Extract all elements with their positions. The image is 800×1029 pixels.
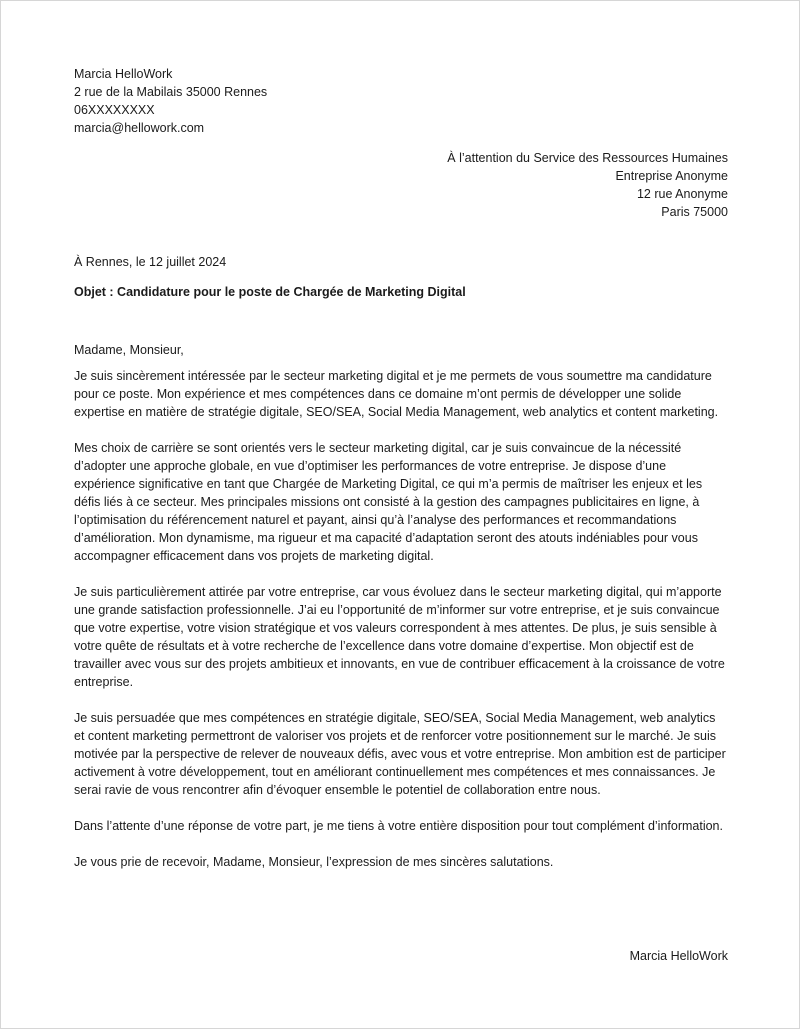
recipient-attention: À l’attention du Service des Ressources Humaines [447, 151, 728, 165]
paragraph-4: Je suis persuadée que mes compétences en stratégie digitale, SEO/SEA, Social Media Management, web analytics et content marketing permettront de valoriser vos projets et de renforcer votre positionnement sur le marché. Je suis motivée par la perspective de relever de nouveaux défis, avec vous et votre entreprise. Mon ambition est de participer activement à votre développement, tout en améliorant continuellement mes compétences et mes connaissances. Je serai ravie de vous rencontrer afin d’évoquer ensemble le potentiel de collaboration entre nous. [74, 711, 726, 797]
recipient-city: Paris 75000 [661, 205, 728, 219]
paragraph-3: Je suis particulièrement attirée par votre entreprise, car vous évoluez dans le secteur marketing digital, qui m’apporte une grande satisfaction professionnelle. J’ai eu l’opportunité de m’informer sur votre entreprise, et je suis convaincue que votre expertise, votre vision stratégique et vos valeurs correspondent à mes attentes. De plus, je suis sensible à votre quête de résultats et à votre recherche de l’excellence dans votre domaine d’expertise. Mon objectif est de travailler avec vous sur des projets ambitieux et innovants, en vue de contribuer efficacement à la croissance de votre entreprise. [74, 585, 725, 689]
sender-email: marcia@hellowork.com [74, 121, 205, 135]
paragraph-5: Dans l’attente d’une réponse de votre part, je me tiens à votre entière disposition pour tout complément d’information. [74, 819, 723, 833]
paragraph-1: Je suis sincèrement intéressée par le secteur marketing digital et je me permets de vous soumettre ma candidature pour ce poste. Mon expérience et mes compétences dans ce domaine m’ont permis de développer une solide expertise en matière de stratégie digitale, SEO/SEA, Social Media Management, web analytics et content marketing. [74, 369, 719, 419]
date-line: À Rennes, le 12 juillet 2024 [74, 255, 227, 269]
sender-name: Marcia HelloWork [74, 67, 173, 81]
sender-block [74, 65, 728, 137]
paragraph-6: Je vous prie de recevoir, Madame, Monsieur, l’expression de mes sincères salutations. [74, 855, 554, 869]
sender-address: 2 rue de la Mabilais 35000 Rennes [74, 85, 268, 99]
recipient-street: 12 rue Anonyme [636, 187, 728, 201]
subject-line: Objet : Candidature pour le poste de Chargée de Marketing Digital [74, 285, 466, 299]
sender-phone: 06XXXXXXXX [74, 103, 155, 117]
letter-body [74, 341, 728, 889]
recipient-company: Entreprise Anonyme [615, 169, 728, 183]
signature: Marcia HelloWork [629, 949, 728, 963]
paragraph-2: Mes choix de carrière se sont orientés vers le secteur marketing digital, car je suis convaincue de la nécessité d’adopter une approche globale, en vue d’optimiser les performances de votre entreprise. Je dispose d’une expérience significative en tant que Chargée de Marketing Digital, ce qui m’a permis de maîtriser les enjeux et les défis liés à ce secteur. Mes principales missions ont consisté à la gestion des campagnes publicitaires en ligne, à l’optimisation du référencement naturel et payant, ainsi qu’à l’analyse des performances et recommandations d’amélioration. Mon dynamisme, ma rigueur et ma capacité d’adaptation seront des atouts indéniables pour vous accompagner efficacement dans vos projets de marketing digital. [74, 441, 703, 563]
salutation: Madame, Monsieur, [74, 343, 184, 357]
recipient-block [74, 149, 728, 221]
